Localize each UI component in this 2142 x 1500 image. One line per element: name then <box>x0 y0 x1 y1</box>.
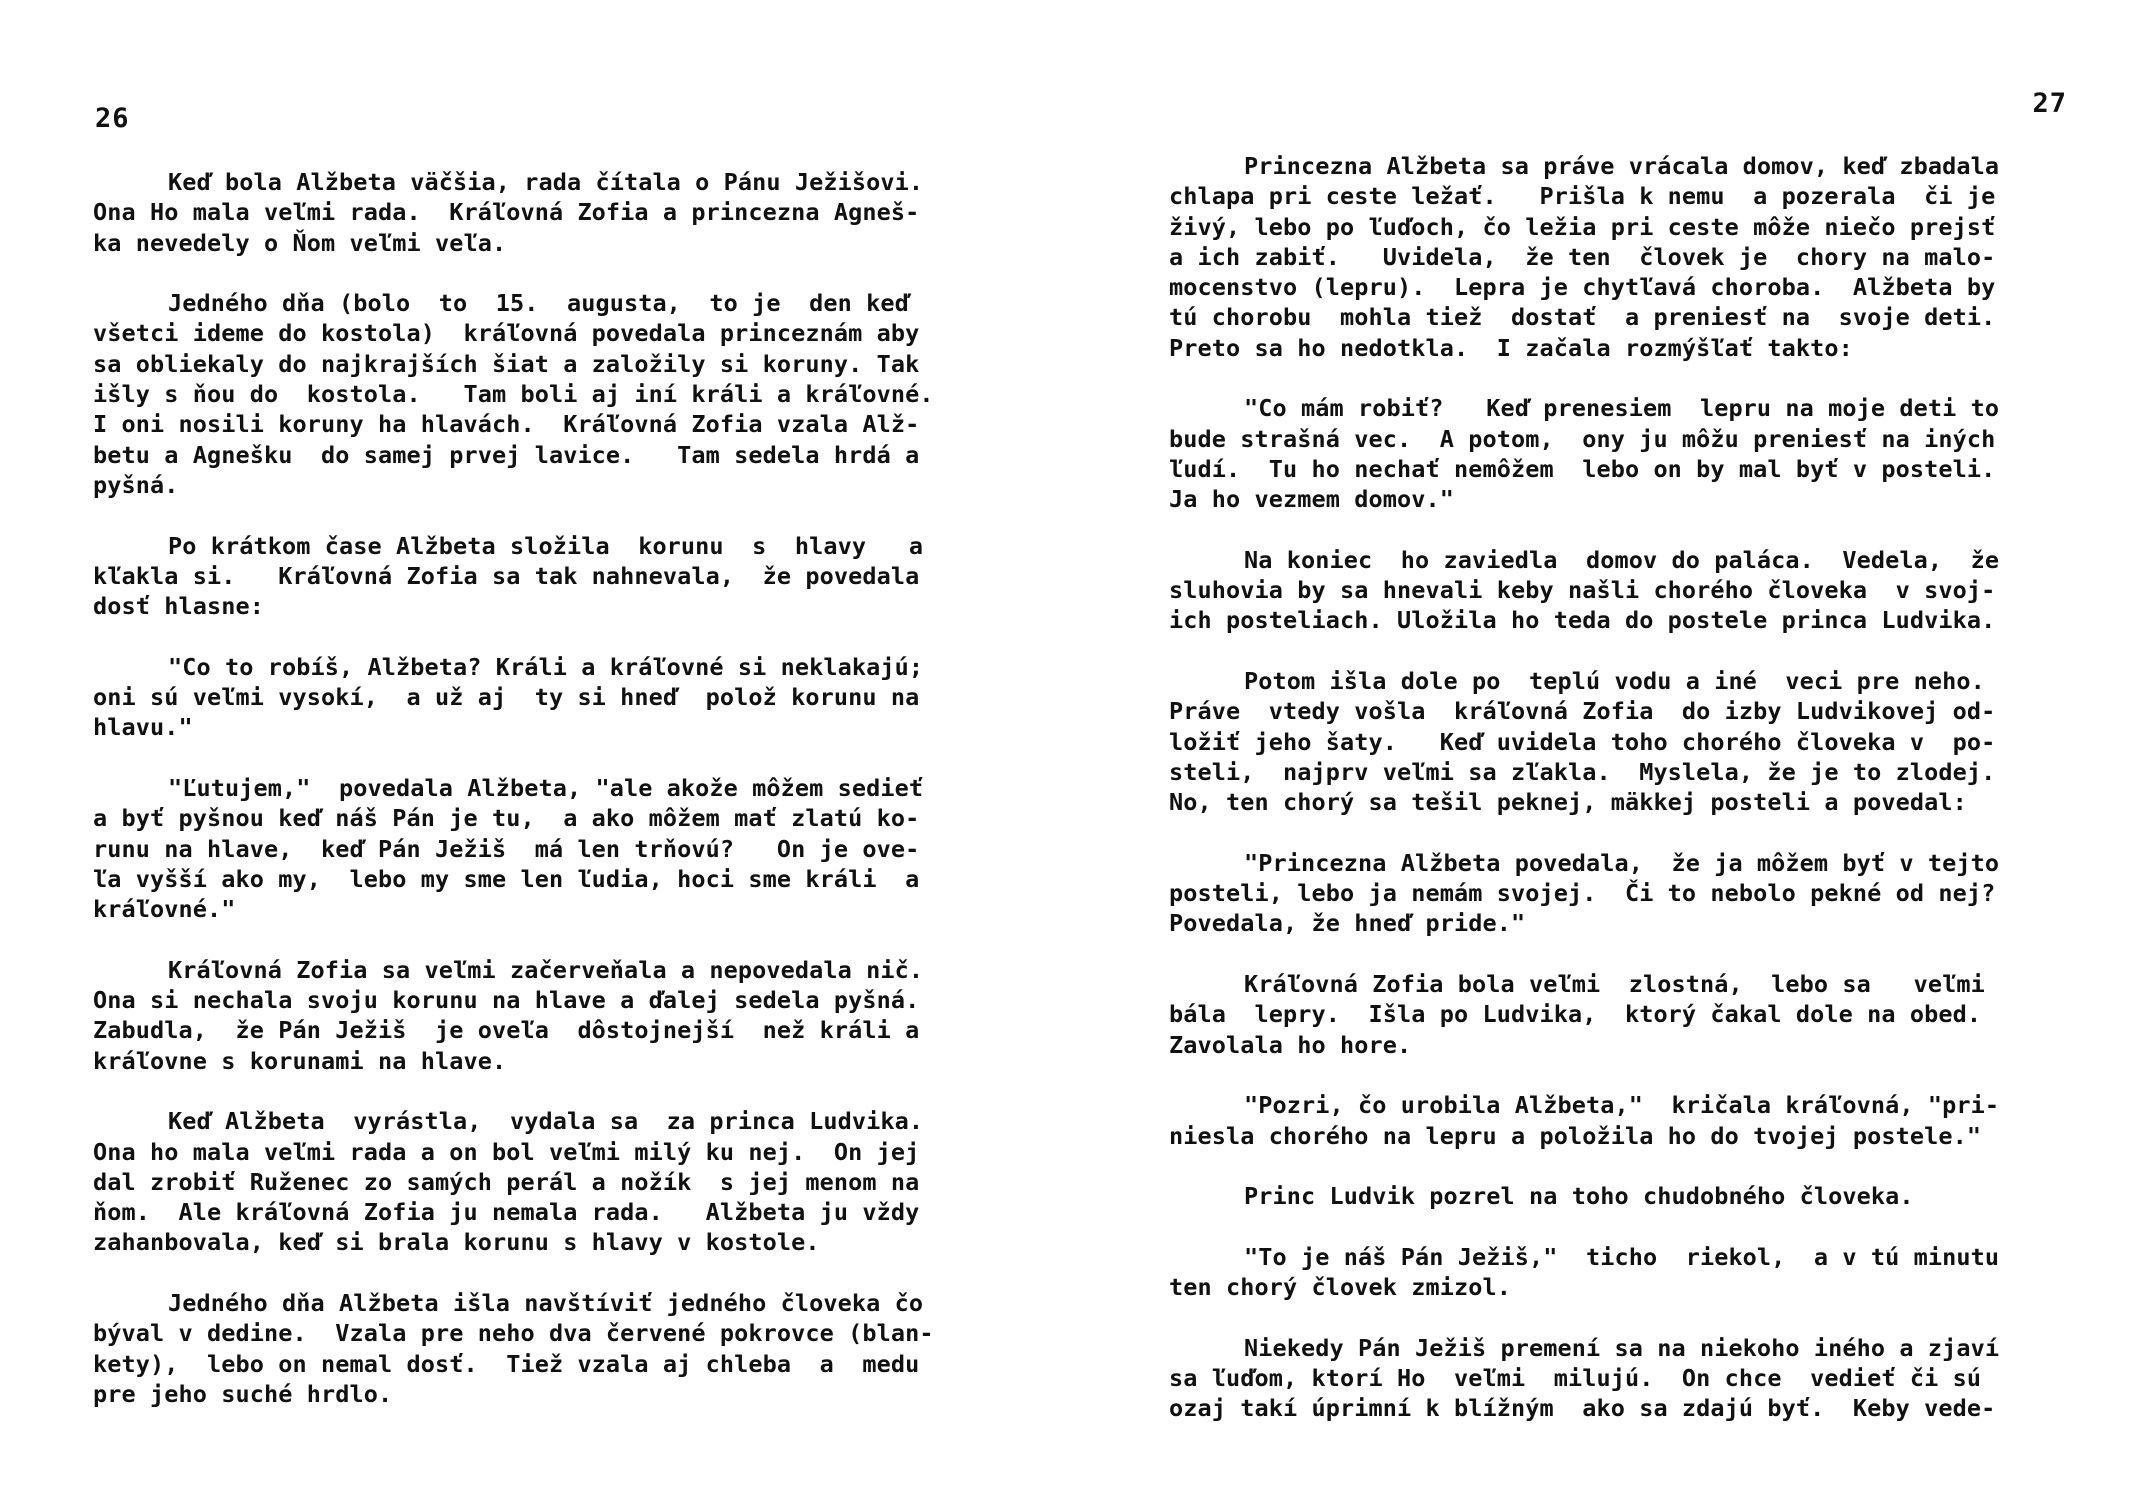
page-text <box>93 167 988 1439</box>
text-line: kľakla si. Kráľovná Zofia sa tak nahnevala, že povedala <box>93 561 920 590</box>
text-line: a ich zabiť. Uvidela, že ten človek je chory na malo- <box>1169 242 1996 271</box>
text-line: sa ľuďom, ktorí Ho veľmi milujú. On chce vedieť či sú <box>1169 1363 1982 1392</box>
text-line: Ja ho vezmem domov." <box>1169 485 1454 514</box>
text-line: Po krátkom čase Alžbeta složila korunu s hlavy a <box>168 531 924 560</box>
paragraph <box>93 1288 988 1409</box>
text-line: Ona ho mala veľmi rada a on bol veľmi milý ku nej. On jej <box>93 1137 920 1166</box>
text-line: ľudí. Tu ho nechať nemôžem lebo on by mal byť v posteli. <box>1169 454 1996 483</box>
text-line: Princ Ludvik pozrel na toho chudobného človeka. <box>1244 1182 1914 1211</box>
text-line: sa obliekaly do najkrajších šiat a založily si koruny. Tak <box>93 349 920 378</box>
text-line: Potom išla dole po teplú vodu a iné veci pre neho. <box>1244 667 1985 696</box>
text-line: išly s ňou do kostola. Tam boli aj iní králi a kráľovné. <box>93 380 934 409</box>
text-line: "Co mám robiť? Keď prenesiem lepru na moje deti to <box>1244 394 2000 423</box>
text-line: bude strašná vec. A potom, ony ju môžu preniesť na iných <box>1169 424 1996 453</box>
text-line: ka nevedely o Ňom veľmi veľa. <box>93 228 507 257</box>
text-line: Preto sa ho nedotkla. I začala rozmýšľať takto: <box>1169 333 1853 362</box>
text-line: "To je náš Pán Ježiš," ticho riekol, a v tú minutu <box>1244 1242 2000 1271</box>
page-number: 26 <box>95 103 130 134</box>
text-line: posteli, lebo ja nemám svojej. Či to nebolo pekné od nej? <box>1169 879 1996 908</box>
text-line: Zavolala ho hore. <box>1169 1030 1412 1059</box>
text-line: Kráľovná Zofia bola veľmi zlostná, lebo sa veľmi <box>1244 970 1985 999</box>
text-line: No, ten chorý sa tešil peknej, mäkkej posteli a povedal: <box>1169 788 1967 817</box>
right-page <box>1071 0 2142 1500</box>
text-line: sluhovia by sa hnevali keby našli chorého človeka v svoj- <box>1169 576 1996 605</box>
paragraph <box>93 167 988 258</box>
text-line: Kráľovná Zofia sa veľmi začerveňala a nepovedala nič. <box>168 955 924 984</box>
text-line: "Ľutujem," povedala Alžbeta, "ale akože môžem sedieť <box>168 773 924 802</box>
text-line: ozaj takí úprimní k blížným ako sa zdajú byť. Keby vede- <box>1169 1394 1996 1423</box>
paragraph <box>1169 545 2061 636</box>
text-line: pyšná. <box>93 470 179 499</box>
text-line: dosť hlasne: <box>93 592 264 621</box>
paragraph <box>1169 1333 2061 1424</box>
text-line: zahanbovala, keď si brala korunu s hlavy v kostole. <box>93 1228 820 1257</box>
text-line: Ona si nechala svoju korunu na hlave a ďalej sedela pyšná. <box>93 986 920 1015</box>
page-text <box>1169 151 2061 1454</box>
paragraph <box>1169 666 2061 817</box>
text-line: kráľovné." <box>93 895 236 924</box>
text-line: Jedného dňa (bolo to 15. augusta, to je den keď <box>168 289 909 318</box>
text-line: Princezna Alžbeta sa práve vrácala domov, keď zbadala <box>1244 152 2000 180</box>
text-line: ich posteliach. Uložila ho teda do postele princa Ludvika. <box>1169 606 1996 635</box>
paragraph <box>1169 151 2061 363</box>
text-line: ložiť jeho šaty. Keď uvidela toho chorého človeka v po- <box>1169 727 1996 756</box>
text-line: Keď bola Alžbeta väčšia, rada čítala o Pánu Ježišovi. <box>168 168 924 196</box>
paragraph <box>1169 1090 2061 1151</box>
paragraph <box>93 652 988 743</box>
text-line: bála lepry. Išla po Ludvika, ktorý čakal dole na obed. <box>1169 1000 1982 1029</box>
paragraph <box>93 288 988 500</box>
paragraph <box>93 955 988 1076</box>
text-line: pre jeho suché hrdlo. <box>93 1379 393 1408</box>
paragraph <box>1169 1181 2061 1211</box>
text-line: živý, lebo po ľuďoch, čo ležia pri ceste môže niečo prejsť <box>1169 212 1996 241</box>
paragraph <box>93 773 988 924</box>
paragraph <box>1169 969 2061 1060</box>
text-line: kety), lebo on nemal dosť. Tiež vzala aj chleba a medu <box>93 1349 920 1378</box>
text-line: "Co to robíš, Alžbeta? Králi a kráľovné si neklakajú; <box>168 652 924 681</box>
text-line: všetci ideme do kostola) kráľovná povedala princeznám aby <box>93 319 920 348</box>
text-line: kráľovne s korunami na hlave. <box>93 1046 507 1075</box>
paragraph <box>1169 848 2061 939</box>
text-line: oni sú veľmi vysokí, a už aj ty si hneď polož korunu na <box>93 683 920 712</box>
text-line: chlapa pri ceste ležať. Prišla k nemu a pozerala či je <box>1169 182 1996 211</box>
text-line: Jedného dňa Alžbeta išla navštíviť jedného človeka čo <box>168 1288 924 1317</box>
text-line: Práve vtedy vošla kráľovná Zofia do izby Ludvikovej od- <box>1169 697 1996 726</box>
text-line: Keď Alžbeta vyrástla, vydala sa za princa Ludvika. <box>168 1107 924 1136</box>
text-line: býval v dedine. Vzala pre neho dva červené pokrovce (blan- <box>93 1319 934 1348</box>
text-line: Ona Ho mala veľmi rada. Kráľovná Zofia a princezna Agneš- <box>93 198 920 227</box>
text-line: tú chorobu mohla tiež dostať a preniesť na svoje deti. <box>1169 303 1996 332</box>
text-line: niesla chorého na lepru a položila ho do tvojej postele." <box>1169 1121 1982 1150</box>
text-line: ten chorý človek zmizol. <box>1169 1272 1511 1301</box>
text-line: hlavu." <box>93 713 193 742</box>
text-line: "Princezna Alžbeta povedala, že ja môžem byť v tejto <box>1244 848 2000 877</box>
text-line: Povedala, že hneď pride." <box>1169 909 1526 938</box>
text-line: dal zrobiť Ruženec zo samých perál a nožík s jej menom na <box>93 1167 920 1196</box>
text-line: Zabudla, že Pán Ježiš je oveľa dôstojnejší než králi a <box>93 1016 920 1045</box>
paragraph <box>93 531 988 622</box>
text-line: Na koniec ho zaviedla domov do paláca. Vedela, že <box>1244 545 2000 574</box>
text-line: ľa vyšší ako my, lebo my sme len ľudia, hoci sme králi a <box>93 864 920 893</box>
text-line: betu a Agnešku do samej prvej lavice. Tam sedela hrdá a <box>93 440 920 469</box>
text-line: steli, najprv veľmi sa zľakla. Myslela, že je to zlodej. <box>1169 757 1996 786</box>
paragraph <box>1169 393 2061 514</box>
text-line: "Pozri, čo urobila Alžbeta," kričala kráľovná, "pri- <box>1244 1091 2000 1120</box>
page-number: 27 <box>2032 88 2067 119</box>
text-line: Niekedy Pán Ježiš premení sa na niekoho iného a zjaví <box>1244 1333 2000 1362</box>
paragraph <box>93 1106 988 1257</box>
text-line: mocenstvo (lepru). Lepra je chytľavá choroba. Alžbeta by <box>1169 273 1996 302</box>
text-line: ňom. Ale kráľovná Zofia ju nemala rada. Alžbeta ju vždy <box>93 1198 920 1227</box>
text-line: I oni nosili koruny ha hlavách. Kráľovná Zofia vzala Alž- <box>93 410 920 439</box>
text-line: runu na hlave, keď Pán Ježiš má len trňovú? On je ove- <box>93 834 920 863</box>
paragraph <box>1169 1242 2061 1303</box>
text-line: a byť pyšnou keď náš Pán je tu, a ako môžem mať zlatú ko- <box>93 804 920 833</box>
